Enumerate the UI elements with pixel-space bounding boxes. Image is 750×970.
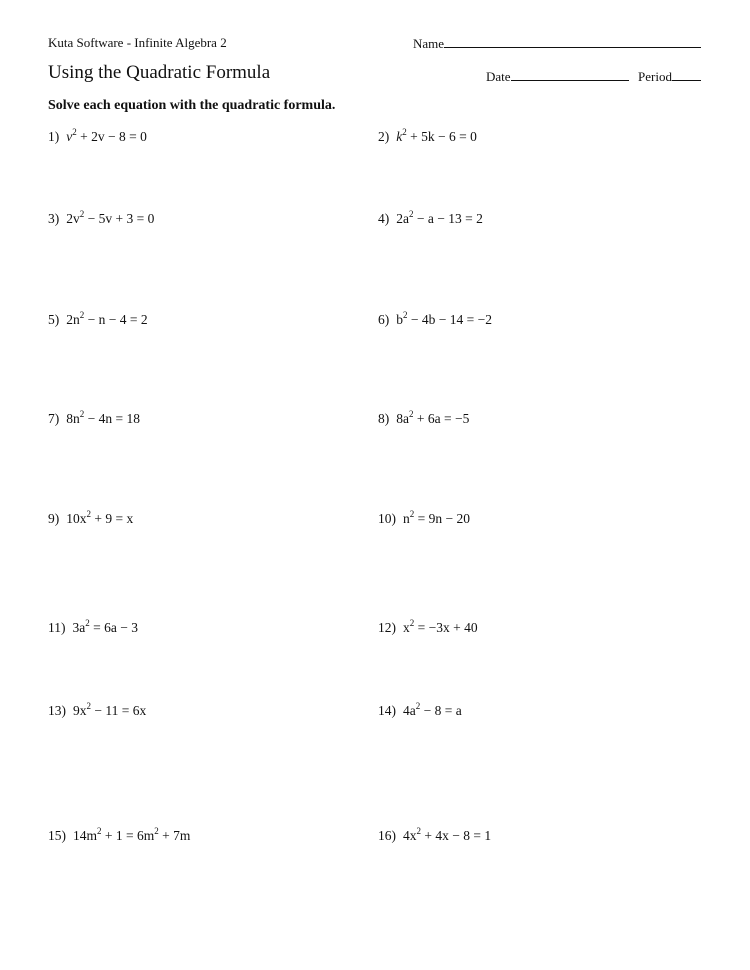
date-blank[interactable] [511,68,629,81]
period-blank[interactable] [672,68,701,81]
problem-4: 4) $2a^2 - a - 13 = 2$ [378,209,483,226]
problem-16: 16) $4x^2 + 4x - 8 = 1$ [378,826,492,843]
problem-10: 10) $n^2 = 9n - 20$ [378,509,470,526]
problem-2: 2) $k^2 + 5k - 6 = 0$ [378,127,477,144]
period-field[interactable] [638,68,701,85]
date-field[interactable] [486,68,629,85]
problem-3: 3) $2v^2 - 5v + 3 = 0$ [48,209,155,226]
problem-13: 13) $9x^2 - 11 = 6x$ [48,701,147,718]
name-blank[interactable] [444,35,701,48]
problem-9: 9) $10x^2 + 9 = x$ [48,509,134,526]
date-label: Date [486,69,511,84]
problem-15: 15) $14m^2 + 1 = 6m^2 + 7m$ [48,826,191,843]
name-label: Name [413,36,445,51]
worksheet-title: Using the Quadratic Formula [48,62,271,83]
period-label: Period [638,69,672,84]
problem-7: 7) $8n^2 - 4n = 18$ [48,409,140,426]
problem-8: 8) $8a^2 + 6a = -5$ [378,409,470,426]
publisher-label: Kuta Software - Infinite Algebra 2 [48,35,227,50]
problem-14: 14) $4a^2 - 8 = a$ [378,701,462,718]
problem-11: 11) $3a^2 = 6a - 3$ [48,618,138,635]
problem-12: 12) $x^2 = -3x + 40$ [378,618,478,635]
name-field[interactable] [413,35,701,52]
instructions: Solve each equation with the quadratic formula. [48,98,336,113]
problem-6: 6) $b^2 - 4b - 14 = -2$ [378,310,492,327]
problem-5: 5) $2n^2 - n - 4 = 2$ [48,310,148,327]
problem-1: 1) $v^2 + 2v - 8 = 0$ [48,127,147,144]
